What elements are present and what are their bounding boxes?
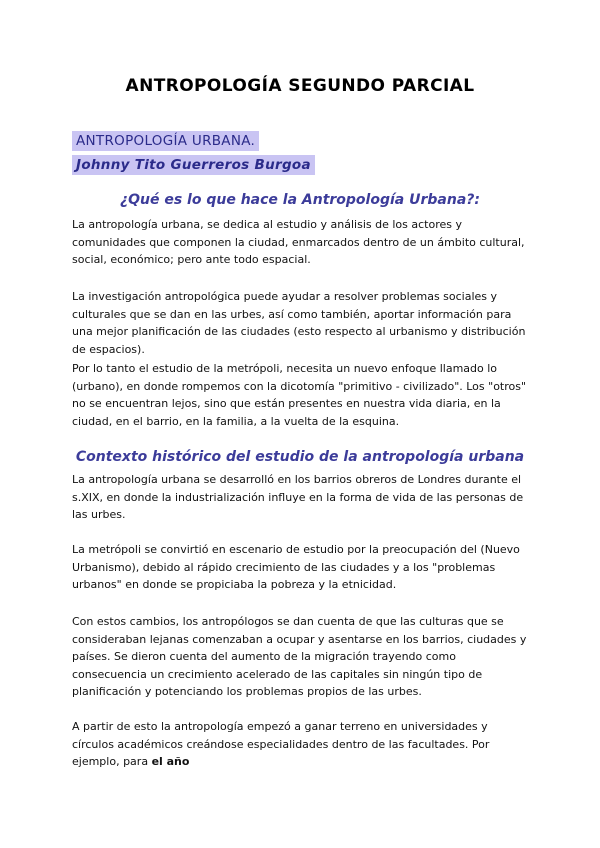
subject-heading: ANTROPOLOGÍA URBANA. — [72, 131, 259, 151]
paragraph: La investigación antropológica puede ayudar a resolver problemas sociales y culturales que se dan en las urbes, así como también, aportar información para una mejor planificación de las ciudades (esto respecto al urbanismo y distribución de espacios). — [72, 290, 526, 356]
paragraph — [72, 718, 528, 771]
paragraph: La antropología urbana, se dedica al estudio y análisis de los actores y comunidades que componen la ciudad, enmarcados dentro de un ámbito cultural, social, económico; pero ante todo espacial. — [72, 218, 525, 267]
document-title: ANTROPOLOGÍA SEGUNDO PARCIAL — [125, 76, 475, 96]
paragraph: Con estos cambios, los antropólogos se dan cuenta de que las culturas que se consideraban lejanas comenzaban a ocupar y asentarse en los barrios, ciudades y países. Se dieron cuenta del aumento de la migración trayendo como consecuencia un crecimiento acelerado de las capitales sin ningún tipo de planificación y potenciando los problemas propios de las urbes. — [72, 615, 527, 699]
paragraph: Por lo tanto el estudio de la metrópoli, necesita un nuevo enfoque llamado lo (urbano), en donde rompemos con la dicotomía "primitivo - civilizado". Los "otros" no se encuentran lejos, sino que están presentes en nuestra vida diaria, en la ciudad, en el barrio, en la familia, a la vuelta de la esquina. — [72, 362, 527, 428]
paragraph: La antropología urbana se desarrolló en los barrios obreros de Londres durante el s.XIX, en donde la industrialización influye en la forma de vida de las personas de las urbes. — [72, 473, 524, 522]
paragraph-text: A partir de esto la antropología empezó a ganar terreno en universidades y círculos académicos creándose especialidades dentro de las facultades. Por ejemplo, para — [72, 720, 490, 769]
author-name: Johnny Tito Guerreros Burgoa — [72, 155, 315, 175]
bold-text: el año — [151, 755, 190, 769]
paragraph: La metrópoli se convirtió en escenario de estudio por la preocupación del (Nuevo Urbanismo), debido al rápido crecimiento de las ciudades y a los "problemas urbanos" en donde se propiciaba la pobreza y la etnicidad. — [72, 543, 520, 592]
section-heading-what-is: ¿Qué es lo que hace la Antropología Urbana?: — [119, 192, 480, 208]
section-heading-historical-context: Contexto histórico del estudio de la antropología urbana — [75, 449, 525, 465]
